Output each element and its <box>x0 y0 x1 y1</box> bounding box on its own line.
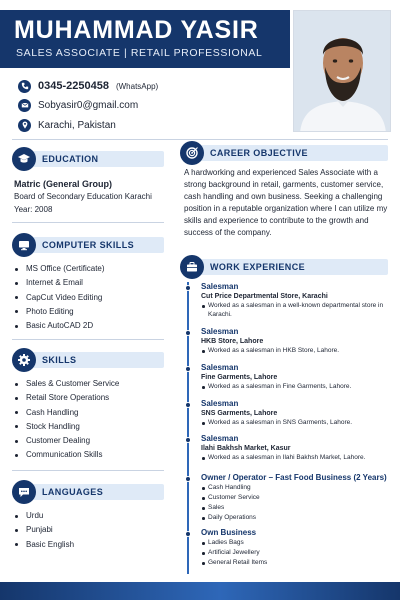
list-item: Cash Handling <box>14 406 119 420</box>
timeline-dot <box>185 437 191 443</box>
list-item: Retail Store Operations <box>14 391 119 405</box>
job-entry-own-business: Own Business Ladies Bags Artificial Jewellery General Retail Items <box>201 528 391 568</box>
experience-section-header: WORK EXPERIENCE <box>180 258 388 276</box>
portrait-illustration <box>294 11 391 132</box>
list-item: Ladies Bags <box>201 538 391 548</box>
job-entry-owner: Owner / Operator – Fast Food Business (2 Years) Cash Handling Customer Service Sales Daily Operations <box>201 473 391 523</box>
timeline-dot <box>185 366 191 372</box>
job-entry: Salesman HKB Store, Lahore Worked as a salesman in HKB Store, Lahore. <box>201 327 391 356</box>
skills-list <box>14 377 119 463</box>
education-degree: Matric (General Group) <box>14 179 113 189</box>
list-item: Communication Skills <box>14 448 119 462</box>
objective-text: A hardworking and experienced Sales Associate with a strong background in retail, garments, customer service, cash handling and own business. Seeking a challenging position in a reputable organization where I can utilize my skills and experience to contribute to the growth and success of the company. <box>184 168 388 237</box>
contact-phone <box>18 78 158 94</box>
location-text: Karachi, Pakistan <box>38 119 116 131</box>
speech-bubble-icon <box>12 480 36 504</box>
objective-section-header: CAREER OBJECTIVE <box>180 144 388 162</box>
footer-band <box>0 582 400 600</box>
timeline-dot <box>185 402 191 408</box>
contact-location <box>18 117 116 133</box>
computer-skills-list <box>14 262 105 333</box>
contact-email <box>18 97 138 113</box>
candidate-name: MUHAMMAD YASIR <box>14 16 259 44</box>
list-item: Internet & Email <box>14 276 105 290</box>
briefcase-icon <box>180 255 204 279</box>
phone-number: 0345-2250458 <box>38 80 109 92</box>
list-item: Sales <box>201 503 391 513</box>
mail-icon <box>18 99 31 112</box>
candidate-subtitle: SALES ASSOCIATE | RETAIL PROFESSIONAL <box>16 47 263 59</box>
education-year: Year: 2008 <box>14 205 53 214</box>
list-item: Customer Dealing <box>14 434 119 448</box>
list-item: Daily Operations <box>201 513 391 523</box>
list-item: Artificial Jewellery <box>201 548 391 558</box>
list-item: Basic English <box>14 538 74 552</box>
list-item: Cash Handling <box>201 483 391 493</box>
list-item: Stock Handling <box>14 420 119 434</box>
gear-icon <box>12 348 36 372</box>
profile-photo <box>293 10 391 132</box>
list-item: CapCut Video Editing <box>14 291 105 305</box>
job-entry: Salesman Fine Garments, Lahore Worked as a salesman in Fine Garments, Lahore. <box>201 363 391 392</box>
list-item: Photo Editing <box>14 305 105 319</box>
graduation-cap-icon <box>12 147 36 171</box>
target-icon <box>180 141 204 165</box>
computer-skills-section-header: COMPUTER SKILLS <box>12 236 164 254</box>
header-divider <box>12 139 388 140</box>
phone-note: (WhatsApp) <box>115 81 159 91</box>
list-item: Urdu <box>14 509 74 523</box>
education-section-header: EDUCATION <box>12 150 164 168</box>
job-entry: Salesman Ilahi Bakhsh Market, Kasur Worked as a salesman in Ilahi Bakhsh Market, Lahore. <box>201 434 391 463</box>
header-banner <box>0 10 290 68</box>
list-item: Sales & Customer Service <box>14 377 119 391</box>
list-item: General Retail Items <box>201 558 391 568</box>
list-item: Punjabi <box>14 523 74 537</box>
job-entry: Salesman Cut Price Departmental Store, Karachi Worked as a salesman in a well-known departmental store in Karachi. <box>201 282 391 319</box>
languages-list <box>14 509 74 552</box>
languages-section-header: LANGUAGES <box>12 483 164 501</box>
monitor-icon <box>12 233 36 257</box>
list-item: MS Office (Certificate) <box>14 262 105 276</box>
job-entry: Salesman SNS Garments, Lahore Worked as a salesman in SNS Garments, Lahore. <box>201 399 391 428</box>
education-board: Board of Secondary Education Karachi <box>14 192 152 201</box>
timeline-dot <box>185 476 191 482</box>
list-item: Basic AutoCAD 2D <box>14 319 105 333</box>
phone-icon <box>18 80 31 93</box>
skills-section-header: SKILLS <box>12 351 164 369</box>
timeline-dot <box>185 285 191 291</box>
list-item: Customer Service <box>201 493 391 503</box>
email-address: Sobyasir0@gmail.com <box>38 99 139 111</box>
timeline-dot <box>185 330 191 336</box>
timeline-dot <box>185 531 191 537</box>
location-pin-icon <box>18 119 31 132</box>
